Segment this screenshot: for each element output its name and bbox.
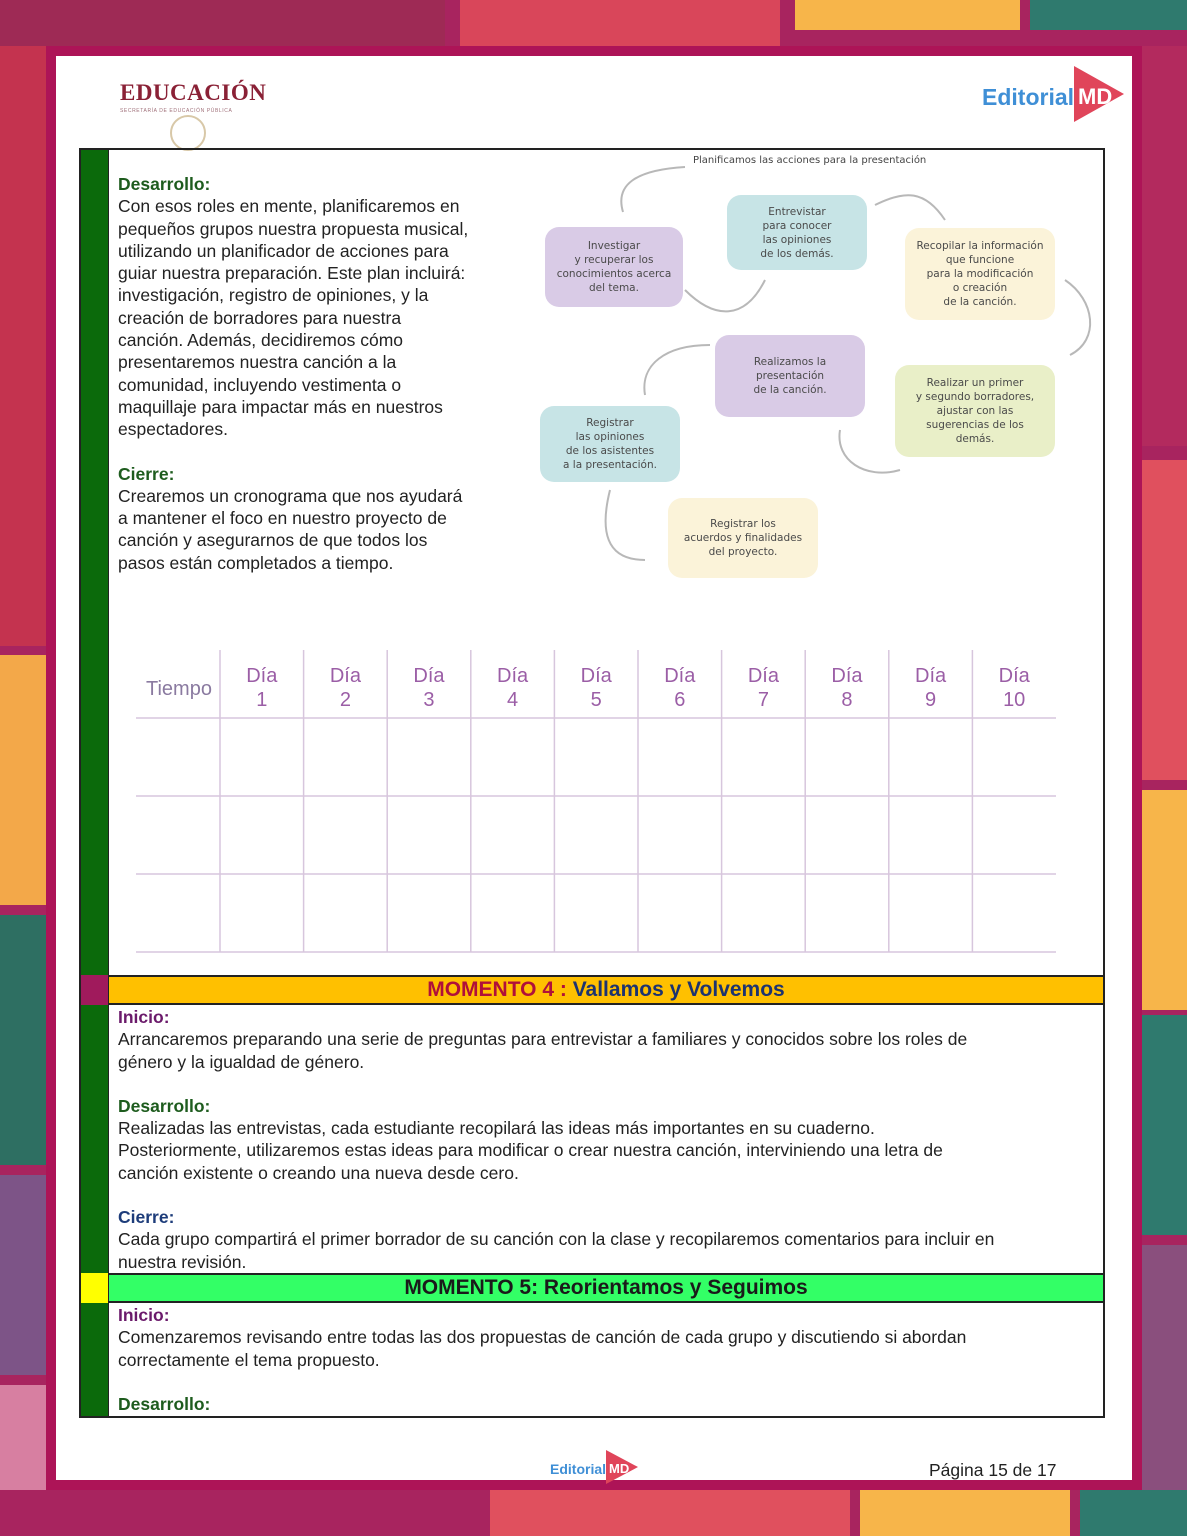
bg-tile — [860, 1490, 1070, 1536]
planning-diagram — [535, 150, 1100, 590]
text-line: Realizadas las entrevistas, cada estudiante recopilará las ideas más importantes en su cuaderno. — [118, 1118, 875, 1139]
text-line: canción y asegurarnos de que todos los — [118, 530, 428, 551]
schedule-time-header: Tiempo — [146, 678, 212, 700]
footer-md-mark-text: MD — [609, 1461, 630, 1476]
bg-tile — [1142, 46, 1187, 446]
momento5-text — [118, 1304, 1098, 1415]
text-line: canción existente o creando una nueva desde cero. — [118, 1162, 519, 1183]
bg-tile — [795, 0, 1020, 30]
bg-tile — [1030, 0, 1187, 30]
momento4-title: Vallamos y Volvemos — [572, 978, 785, 1001]
m4-inicio-paragraph — [118, 1028, 1098, 1073]
momento4-label: MOMENTO 4 : — [427, 978, 573, 1001]
momento5-header — [109, 1273, 1103, 1303]
diagram-box-recopilar — [905, 228, 1055, 320]
diagram-box-registrar-opiniones — [540, 406, 680, 482]
m4-inicio-heading: Inicio: — [118, 1007, 170, 1027]
desarrollo-heading: Desarrollo: — [118, 174, 211, 194]
text-line: Cada grupo compartirá el primer borrador de su canción con la clase y recopilaremos comentarios para incluir en — [118, 1229, 995, 1250]
diagram-box-text: Investigar y recuperar los conocimientos acerca del tema. — [556, 240, 672, 294]
momento5-title: MOMENTO 5: Reorientamos y Seguimos — [404, 1276, 808, 1299]
green-side-bar — [81, 1005, 109, 1273]
footer-editorial-word: Editorial — [550, 1461, 607, 1477]
text-line: Comenzaremos revisando entre todas las dos propuestas de canción de cada grupo y discutiendo si abordan — [118, 1327, 967, 1348]
seal-icon — [170, 115, 206, 151]
diagram-box-text: Registrar los acuerdos y finalidades del proyecto. — [683, 518, 803, 558]
m5-inicio-heading: Inicio: — [118, 1305, 170, 1325]
text-line: pequeños grupos nuestra propuesta musical, — [118, 218, 469, 239]
text-line: espectadores. — [118, 419, 228, 440]
text-line: canción. Además, decidiremos cómo — [118, 330, 403, 351]
text-line: género y la igualdad de género. — [118, 1051, 365, 1072]
text-line: maquillaje para impactar más en nuestros — [118, 396, 443, 417]
bg-tile — [0, 0, 445, 46]
m4-cierre-heading: Cierre: — [118, 1207, 175, 1228]
section1-text — [118, 173, 518, 574]
text-line: Arrancaremos preparando una serie de preguntas para entrevistar a familiares y conocidos sobre los roles de — [118, 1029, 968, 1050]
m4-cierre-paragraph — [118, 1228, 1098, 1273]
momento4-header — [109, 975, 1103, 1005]
editorial-word: Editorial — [982, 84, 1075, 110]
m5-inicio-paragraph — [118, 1326, 1098, 1371]
text-line: correctamente el tema propuesto. — [118, 1349, 380, 1370]
sep-logo-title: EDUCACIÓN — [120, 80, 267, 105]
bg-tile — [0, 915, 46, 1165]
diagram-box-realizamos — [715, 335, 865, 417]
schedule-day-header: Día 7 — [747, 665, 779, 711]
green-side-bar — [81, 1303, 109, 1416]
schedule-table — [136, 650, 1058, 955]
diagram-box-registrar-acuerdos — [668, 498, 818, 578]
schedule-day-header: Día 5 — [580, 665, 612, 711]
text-line: Crearemos un cronograma que nos ayudará — [118, 485, 463, 506]
bg-tile — [1142, 790, 1187, 1010]
bg-tile — [1080, 1490, 1187, 1536]
desarrollo-paragraph — [118, 195, 518, 440]
text-line: comunidad, incluyendo vestimenta o — [118, 374, 402, 395]
cierre-paragraph — [118, 485, 518, 574]
yellow-side-bar — [81, 1273, 109, 1303]
page-number: Página 15 de 17 — [929, 1460, 1057, 1480]
text-line: pasos están completados a tiempo. — [118, 552, 394, 573]
footer-md-mark-icon — [604, 1450, 638, 1484]
bg-tile — [0, 46, 46, 646]
green-side-bar — [81, 150, 109, 975]
cierre-heading: Cierre: — [118, 463, 175, 484]
schedule-day-header: Día 3 — [413, 665, 445, 711]
md-mark-text: MD — [1078, 84, 1113, 109]
text-line: Posteriormente, utilizaremos estas ideas para modificar o crear nuestra canción, interviniendo una letra de — [118, 1140, 943, 1161]
text-line: a mantener el foco en nuestro proyecto de — [118, 508, 447, 529]
schedule-day-header: Día 9 — [915, 665, 947, 711]
m5-desarrollo-heading: Desarrollo: — [118, 1393, 211, 1414]
schedule-day-header: Día 6 — [664, 665, 696, 711]
text-line: nuestra revisión. — [118, 1251, 247, 1272]
diagram-box-investigar — [545, 227, 683, 307]
schedule-day-header: Día 4 — [497, 665, 529, 711]
bg-tile — [0, 1490, 480, 1536]
schedule-day-header: Día 2 — [329, 665, 361, 711]
magenta-side-bar — [81, 975, 109, 1005]
diagram-box-entrevistar — [727, 195, 867, 270]
m4-desarrollo-heading: Desarrollo: — [118, 1095, 211, 1116]
text-line: utilizando un planificador de acciones para — [118, 240, 449, 261]
diagram-box-text: Realizamos la presentación de la canción. — [753, 356, 827, 396]
schedule-day-header: Día 10 — [998, 665, 1030, 711]
bg-tile — [1142, 1015, 1187, 1235]
diagram-box-text: Entrevistar para conocer las opiniones de los demás. — [760, 205, 834, 260]
diagram-box-text: Registrar las opiniones de los asistentes a la presentación. — [563, 417, 657, 471]
diagram-box-borradores — [895, 365, 1055, 457]
m4-desarrollo-paragraph — [118, 1117, 1098, 1184]
text-line: Con esos roles en mente, planificaremos en — [118, 196, 460, 217]
sep-logo — [120, 80, 266, 114]
text-line: investigación, registro de opiniones, y la — [118, 285, 429, 306]
bg-tile — [0, 655, 46, 905]
text-line: guiar nuestra preparación. Este plan incluirá: — [118, 263, 466, 284]
diagram-box-text: Realizar un primer y segundo borradores, ajustar con las sugerencias de los demás. — [915, 377, 1035, 445]
diagram-box-text: Recopilar la información que funcione para la modificación o creación de la canción. — [916, 240, 1044, 308]
text-line: creación de borradores para nuestra — [118, 307, 402, 328]
text-line: presentaremos nuestra canción a la — [118, 352, 397, 373]
md-mark-icon — [1070, 66, 1124, 122]
momento4-text — [118, 1006, 1098, 1273]
schedule-day-header: Día 1 — [246, 665, 278, 711]
bg-tile — [460, 0, 780, 46]
sep-logo-subtitle: SECRETARÍA DE EDUCACIÓN PÚBLICA — [120, 108, 233, 114]
bg-tile — [490, 1490, 850, 1536]
schedule-day-header: Día 8 — [831, 665, 863, 711]
bg-tile — [0, 1175, 46, 1375]
bg-tile — [1142, 460, 1187, 780]
diagram-title: Planificamos las acciones para la presentación — [693, 155, 927, 166]
